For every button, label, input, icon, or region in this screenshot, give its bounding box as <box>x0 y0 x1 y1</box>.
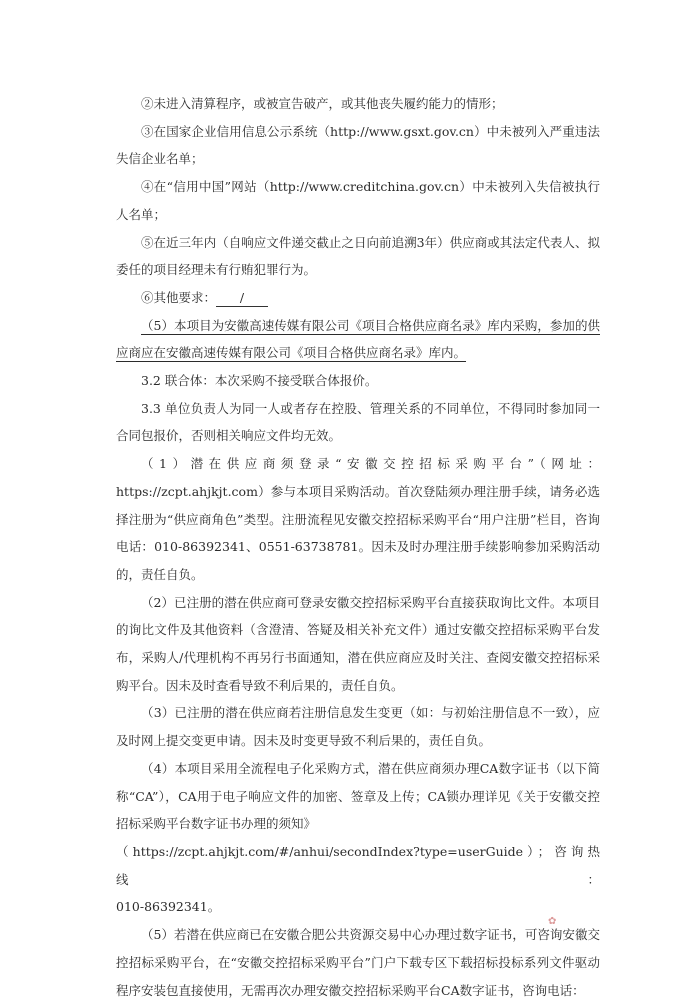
requirement-item-6 <box>116 284 600 312</box>
supplier-list-requirement: （5）本项目为安徽高速传媒有限公司《项目合格供应商名录》库内采购，参加的供应商应在安徽高速传媒有限公司《项目合格供应商名录》库内。 <box>116 317 600 361</box>
document-body <box>116 90 600 1004</box>
acquisition-paragraph-1: （1）潜在供应商须登录“安徽交控招标采购平台”（网址：https://zcpt.ahjkjt.com）参与本项目采购活动。首次登陆须办理注册手续，请务必选择注册为“供应商角色”类型。注册流程见安徽交控招标采购平台“用户注册”栏目，咨询电话：010-86392341、0551-63738781。因未及时办理注册手续影响参加采购活动的，责任自负。 <box>116 456 600 582</box>
acquisition-paragraph-5: （5）若潜在供应商已在安徽合肥公共资源交易中心办理过数字证书，可咨询安徽交控招标采购平台，在“安徽交控招标采购平台”门户下载专区下载招标投标系列文件驱动程序安装包直接使用，无需再次办理安徽交控招标采购平台CA数字证书，咨询电话： <box>116 927 600 998</box>
acquisition-paragraph-2: （2）已注册的潜在供应商可登录安徽交控招标采购平台直接获取询比文件。本项目的询比文件及其他资料（含澄清、答疑及相关补充文件）通过安徽交控招标采购平台发布，采购人/代理机构不再另行书面通知，潜在供应商应及时关注、查阅安徽交控招标采购平台。因未及时查看导致不利后果的，责任自负。 <box>116 594 600 693</box>
acquisition-paragraph-4: （4）本项目采用全流程电子化采购方式，潜在供应商须办理CA数字证书（以下简称“CA”），CA用于电子响应文件的加密、签章及上传；CA锁办理详见《关于安徽交控招标采购平台数字证书办理的须知》 <box>116 760 600 832</box>
other-requirements-label: ⑥其他要求： <box>141 289 217 305</box>
consortium-clause: 3.2 联合体：本次采购不接受联合体报价。 <box>141 373 378 389</box>
requirement-item-3: ③在国家企业信用信息公示系统（http://www.gsxt.gov.cn）中未被列入严重违法失信企业名单； <box>116 123 600 167</box>
same-principal-clause: 3.3 单位负责人为同一人或者存在控股、管理关系的不同单位，不得同时参加同一合同包报价，否则相关响应文件均无效。 <box>116 400 600 444</box>
requirement-item-4: ④在“信用中国”网站（http://www.creditchina.gov.cn）中未被列入失信被执行人名单； <box>116 179 600 222</box>
acquisition-paragraph-4-url: （https://zcpt.ahjkjt.com/#/anhui/secondIndex?type=userGuide）；咨询热线： <box>116 843 600 887</box>
acquisition-paragraph-3: （3）已注册的潜在供应商若注册信息发生变更（如：与初始注册信息不一致），应及时网上提交变更申请。因未及时变更导致不利后果的，责任自负。 <box>116 705 600 749</box>
other-requirements-value: / <box>216 290 268 307</box>
requirement-item-5: ⑤在近三年内（自响应文件递交截止之日向前追溯3年）供应商或其法定代表人、拟委任的项目经理未有行贿犯罪行为。 <box>116 234 600 278</box>
acquisition-paragraph-4-phone: 010-86392341。 <box>116 899 221 915</box>
seal-mark: ✿ <box>548 916 557 927</box>
requirement-item-2: ②未进入清算程序，或被宣告破产，或其他丧失履约能力的情形； <box>141 96 504 111</box>
